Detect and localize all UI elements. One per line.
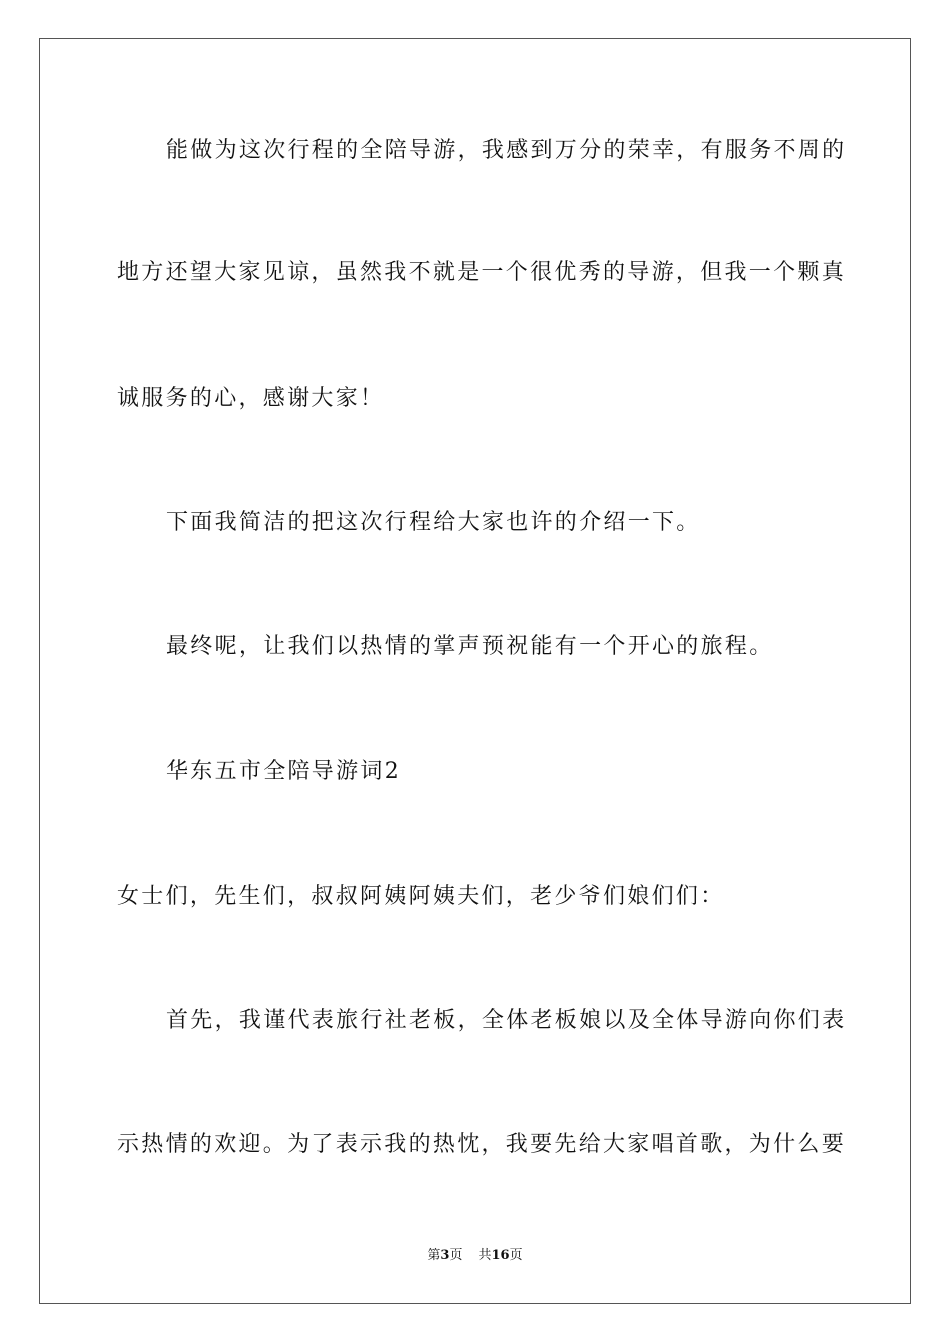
paragraph-line-9: 示热情的欢迎。为了表示我的热忱，我要先给大家唱首歌，为什么要	[117, 1132, 847, 1157]
total-suffix: 页	[509, 1248, 523, 1263]
paragraph-line-3: 诚服务的心，感谢大家！	[117, 386, 385, 411]
paragraph-line-8: 首先，我谨代表旅行社老板，全体老板娘以及全体导游向你们表	[166, 1008, 847, 1033]
paragraph-line-2: 地方还望大家见谅，虽然我不就是一个很优秀的导游，但我一个颗真	[117, 260, 847, 285]
section-heading: 华东五市全陪导游词2	[166, 759, 401, 784]
paragraph-line-5: 最终呢，让我们以热情的掌声预祝能有一个开心的旅程。	[166, 634, 774, 659]
page-number: 3	[440, 1248, 450, 1263]
page-footer	[0, 1247, 950, 1265]
page-border	[39, 38, 911, 1304]
paragraph-line-4: 下面我简洁的把这次行程给大家也许的介绍一下。	[166, 510, 701, 535]
page-suffix: 页	[449, 1248, 463, 1263]
paragraph-line-7: 女士们，先生们，叔叔阿姨阿姨夫们，老少爷们娘们们：	[117, 884, 725, 909]
total-prefix: 共	[478, 1248, 492, 1263]
total-pages: 16	[491, 1248, 510, 1263]
paragraph-line-1: 能做为这次行程的全陪导游，我感到万分的荣幸，有服务不周的	[166, 138, 847, 163]
page-prefix: 第	[427, 1248, 441, 1263]
